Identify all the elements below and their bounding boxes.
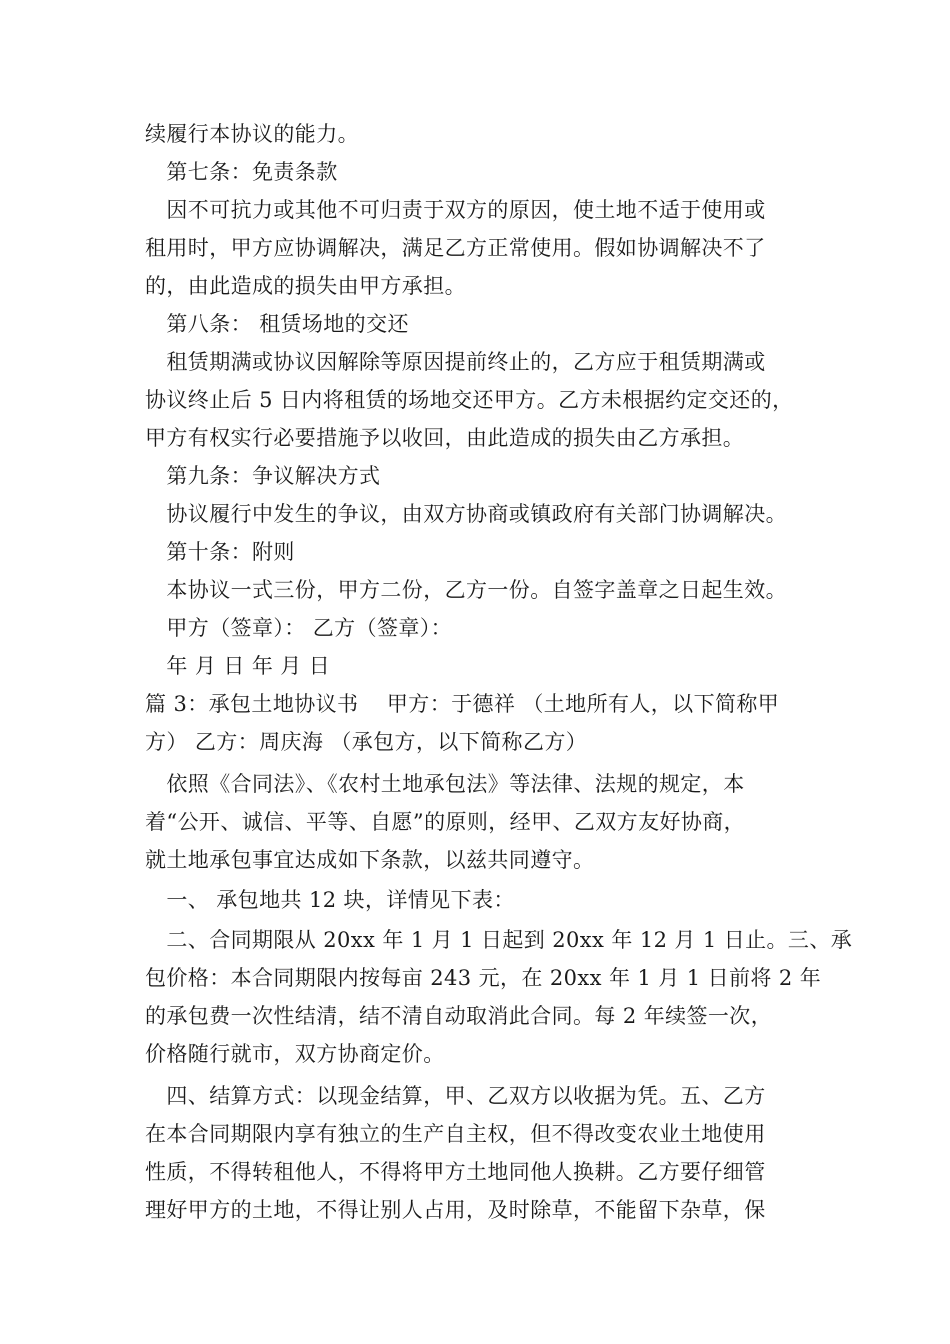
text-line: 协议履行中发生的争议，由双方协商或镇政府有关部门协调解决。 (145, 502, 787, 526)
text-line: 着“公开、诚信、平等、自愿”的原则，经甲、乙双方友好协商， (145, 810, 746, 834)
text-line: 租用时，甲方应协调解决，满足乙方正常使用。假如协调解决不了 (145, 236, 766, 260)
text-line: 理好甲方的土地，不得让别人占用，及时除草，不能留下杂草，保 (145, 1198, 766, 1222)
text-line: 因不可抗力或其他不可归责于双方的原因，使土地不适于使用或 (145, 198, 766, 222)
article-10-heading: 第十条：附则 (145, 540, 295, 564)
article-9-heading: 第九条：争议解决方式 (145, 464, 381, 488)
text-line: 包价格：本合同期限内按每亩 243 元，在 20xx 年 1 月 1 日前将 2 年 (145, 966, 822, 990)
text-line: 租赁期满或协议因解除等原因提前终止的，乙方应于租赁期满或 (145, 350, 766, 374)
text-line: 的，由此造成的损失由甲方承担。 (145, 274, 466, 298)
section-3-title: 篇 3：承包土地协议书 甲方：于德祥 （土地所有人，以下简称甲 (145, 692, 780, 716)
text-line: 的承包费一次性结清，结不清自动取消此合同。每 2 年续签一次， (145, 1004, 773, 1028)
date-line: 年 月 日 年 月 日 (145, 654, 331, 678)
document-body (145, 115, 853, 1229)
text-line: 续履行本协议的能力。 (145, 122, 359, 146)
text-line: 价格随行就市，双方协商定价。 (145, 1042, 445, 1066)
text-line: 就土地承包事宜达成如下条款，以兹共同遵守。 (145, 848, 595, 872)
text-line: 方） 乙方：周庆海 （承包方，以下简称乙方） (145, 730, 588, 754)
text-line: 本协议一式三份，甲方二份，乙方一份。自签字盖章之日起生效。 (145, 578, 787, 602)
text-line: 依照《合同法》、《农村土地承包法》等法律、法规的规定，本 (145, 772, 745, 796)
article-7-heading: 第七条：免责条款 (145, 160, 338, 184)
signature-line: 甲方（签章）： 乙方（签章）： (145, 616, 453, 640)
article-8-heading: 第八条： 租赁场地的交还 (145, 312, 409, 336)
text-line: 甲方有权实行必要措施予以收回，由此造成的损失由乙方承担。 (145, 426, 745, 450)
text-line: 协议终止后 5 日内将租赁的场地交还甲方。乙方未根据约定交还的， (145, 388, 794, 412)
clause-1: 一、 承包地共 12 块，详情见下表： (145, 888, 515, 912)
text-line: 在本合同期限内享有独立的生产自主权，但不得改变农业土地使用 (145, 1122, 766, 1146)
clause-4: 四、结算方式：以现金结算，甲、乙双方以收据为凭。五、乙方 (145, 1084, 766, 1108)
text-line: 性质，不得转租他人，不得将甲方土地同他人换耕。乙方要仔细管 (145, 1160, 766, 1184)
clause-2: 二、合同期限从 20xx 年 1 月 1 日起到 20xx 年 12 月 1 日止。三、承 (145, 928, 853, 952)
